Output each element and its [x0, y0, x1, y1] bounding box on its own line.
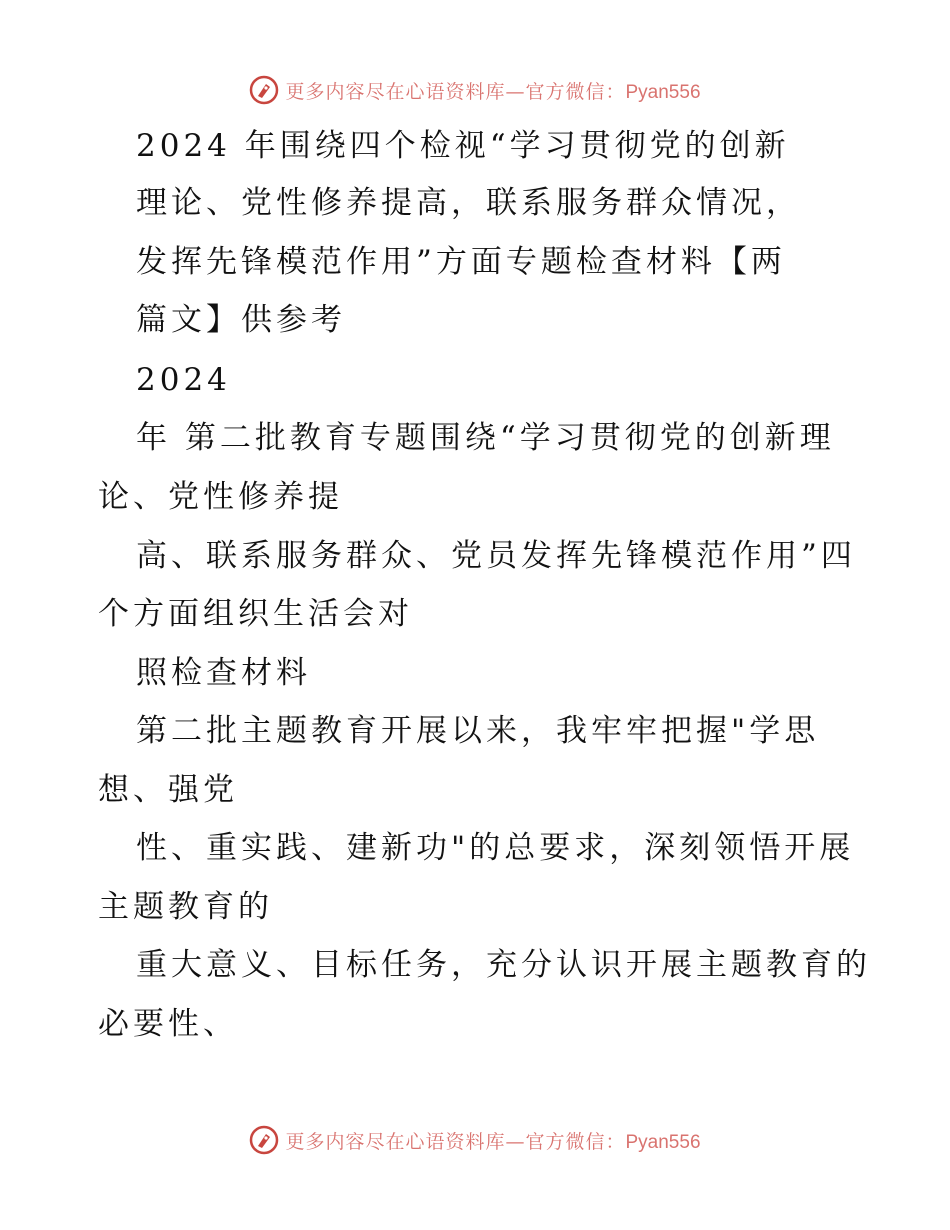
watermark-label: 官方微信：: [525, 80, 626, 103]
watermark-main-text: 更多内容尽在心语资料库: [285, 80, 506, 103]
body-line: 论、党性修养提: [98, 479, 343, 515]
body-line: 年 第二批教育专题围绕“学习贯彻党的创新理: [136, 420, 835, 456]
pen-nib-logo-icon: [249, 1125, 279, 1155]
pen-nib-logo-icon: [249, 75, 279, 105]
title-line: 发挥先锋模范作用”方面专题检查材料【两: [136, 244, 786, 280]
title-line: 2024 年围绕四个检视“学习贯彻党的创新: [136, 128, 790, 164]
body-line: 高、联系服务群众、党员发挥先锋模范作用”四: [136, 538, 856, 574]
body-line: 个方面组织生活会对: [98, 596, 413, 632]
header-watermark: [0, 70, 950, 110]
body-line: 2024: [136, 362, 231, 398]
title-line: 理论、党性修养提高，联系服务群众情况，: [136, 185, 801, 221]
watermark-id: Pyan556: [625, 81, 701, 103]
body-line: 必要性、: [98, 1006, 238, 1042]
body-line: 照检查材料: [136, 655, 311, 691]
body-line: 想、强党: [98, 772, 238, 808]
footer-watermark: [0, 1120, 950, 1160]
watermark-label: 官方微信：: [525, 1130, 626, 1153]
body-line: 第二批主题教育开展以来，我牢牢把握"学思: [136, 713, 820, 749]
body-line: 主题教育的: [98, 889, 273, 925]
body-line: 重大意义、目标任务，充分认识开展主题教育的: [136, 947, 871, 983]
watermark-id: Pyan556: [625, 1131, 701, 1153]
title-line: 篇文】供参考: [136, 302, 346, 338]
body-line: 性、重实践、建新功"的总要求，深刻领悟开展: [136, 830, 855, 866]
watermark-main-text: 更多内容尽在心语资料库: [285, 1130, 506, 1153]
watermark-dash: —: [505, 1130, 526, 1153]
watermark-dash: —: [505, 80, 526, 103]
